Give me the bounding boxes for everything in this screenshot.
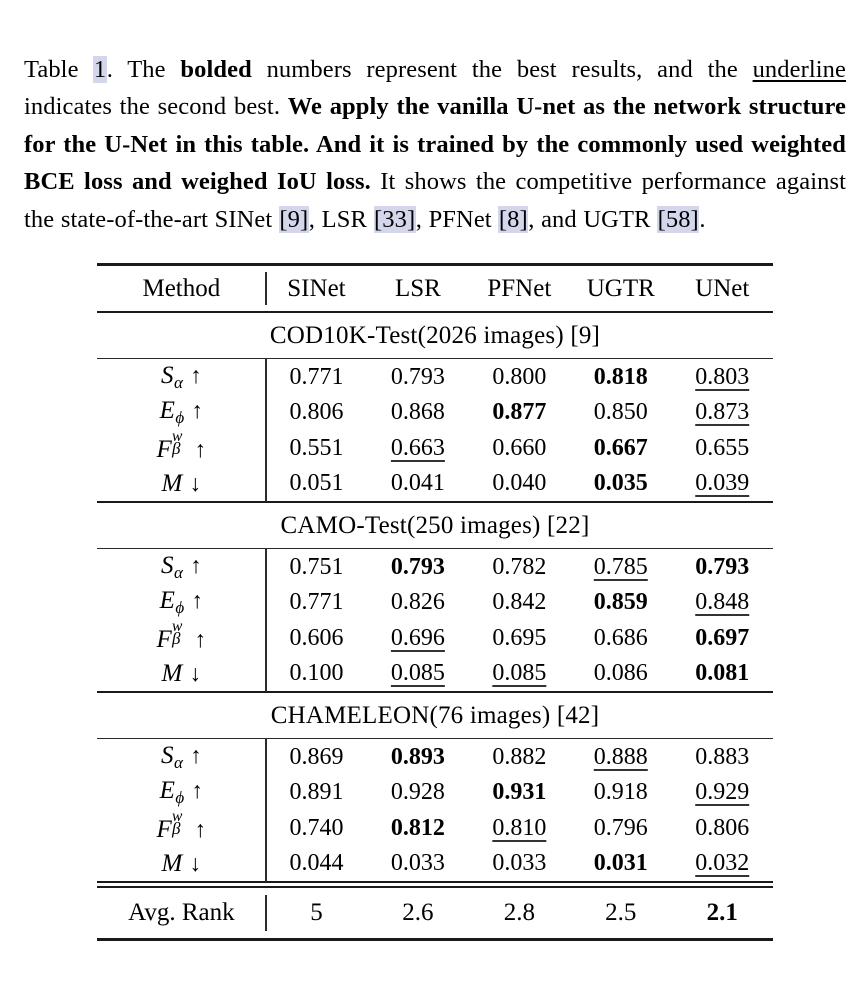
cell-lsr [367,395,468,431]
metric-label-S-alpha-up: $S_\alpha$ ↑ [160,361,202,392]
metric-label-S-alpha-up: $S_\alpha$ ↑ [160,741,202,772]
cell-value: 0.100 [289,660,344,687]
metric-label-E-phi-up: $E_\phi$ ↑ [159,587,204,618]
cell-value: 0.606 [289,624,344,651]
cell-value: 0.891 [289,779,344,806]
cell-value: 0.818 [593,363,648,390]
section-title: CAMO-Test(250 images) [22] [280,511,590,539]
cell-lsr [367,585,468,621]
caption-period: . [106,55,128,83]
metric-label-E-phi-up: $E_\phi$ ↑ [159,777,204,808]
cell-value: 0.035 [593,470,648,497]
cell-value: 0.040 [492,470,547,497]
table-bottom-rule [97,940,773,942]
header-col-lsr: LSR [394,274,441,302]
cell-value: 0.893 [390,743,445,770]
table-row [97,585,773,621]
section-title: COD10K-Test(2026 images) [9] [269,321,601,349]
cell-sinet [266,430,367,466]
caption-seg2: numbers represent the best results, and the [251,55,753,83]
header-col-ugtr: UGTR [586,274,655,302]
cell-value: 0.696 [390,624,445,651]
cell-unet [671,846,773,883]
cell-value: 0.695 [492,624,547,651]
cell-value: 0.032 [695,850,750,877]
citation-ugtr[interactable]: [58] [657,205,699,233]
row-metric-cell [97,395,266,431]
cell-ugtr [570,775,671,811]
cell-pfnet [469,549,570,585]
cell-pfnet [469,359,570,395]
cell-value: 0.551 [289,434,344,461]
cell-value: 0.771 [289,363,344,390]
table-row [97,466,773,503]
cell-value: 2.1 [706,899,738,927]
cell-unet [671,549,773,585]
caption-seg1-pre: The [127,55,181,83]
cell-unet [671,585,773,621]
cell-value: 0.740 [289,814,344,841]
cell-lsr [367,810,468,846]
metric-label-M-down: M ↓ [161,469,202,497]
cell-value: 0.793 [390,363,445,390]
section-title: CHAMELEON(76 images) [42] [270,701,600,729]
caption-seg10: . [699,205,706,233]
cell-value: 0.810 [492,814,547,841]
cell-value: 0.812 [390,814,445,841]
table-row [97,549,773,585]
avg-rank-label: Avg. Rank [97,887,266,940]
cell-sinet [266,656,367,693]
cell-ugtr [570,810,671,846]
cell-avg-pfnet [469,887,570,940]
avg-rank-row [97,887,773,940]
cell-pfnet [469,810,570,846]
cell-lsr [367,430,468,466]
citation-pfnet[interactable]: [8] [498,205,528,233]
cell-ugtr [570,656,671,693]
cell-value: 0.882 [492,743,547,770]
table-row [97,846,773,883]
cell-sinet [266,466,367,503]
cell-sinet [266,585,367,621]
cell-value: 0.793 [390,553,445,580]
cell-value: 0.660 [492,434,547,461]
cell-sinet [266,846,367,883]
cell-value: 2.6 [402,899,434,927]
rule-line [97,940,773,942]
row-metric-cell [97,585,266,621]
cell-unet [671,620,773,656]
cell-value: 0.771 [289,589,344,616]
cell-value: 0.031 [593,850,648,877]
table-header-row [97,266,773,312]
cell-value: 0.848 [695,589,750,616]
cell-ugtr [570,430,671,466]
cell-ugtr [570,846,671,883]
cell-value: 0.796 [593,814,648,841]
cell-sinet [266,549,367,585]
cell-value: 0.888 [593,743,648,770]
cell-pfnet [469,739,570,775]
caption-seg6: It shows the competitive performance against the state-of-the-art SINet [24,168,846,233]
cell-lsr [367,549,468,585]
cell-sinet [266,395,367,431]
cell-lsr [367,775,468,811]
table-row [97,359,773,395]
cell-avg-lsr [367,887,468,940]
cell-value: 0.081 [695,660,750,687]
cell-lsr [367,656,468,693]
cell-value: 0.655 [695,434,750,461]
metric-label-M-down: M ↓ [161,849,202,877]
cell-value: 0.850 [593,399,648,426]
section-title-row [97,313,773,359]
row-metric-cell [97,656,266,693]
metric-label-F-beta-w-up: F w β ↑ [156,807,207,844]
cell-value: 0.806 [289,399,344,426]
row-metric-cell [97,807,266,846]
results-table-wrapper [97,263,773,941]
cell-value: 0.859 [593,589,648,616]
row-metric-cell [97,466,266,503]
cell-pfnet [469,775,570,811]
results-table-body [97,265,773,942]
metric-label-S-alpha-up: $S_\alpha$ ↑ [160,551,202,582]
table-row [97,395,773,431]
cell-unet [671,466,773,503]
cell-value: 0.085 [390,660,445,687]
row-metric-cell [97,427,266,466]
citation-lsr[interactable]: [33] [374,205,416,233]
cell-lsr [367,620,468,656]
cell-value: 0.785 [593,553,648,580]
cell-value: 0.877 [492,399,547,426]
caption-seg9: , and UGTR [528,205,658,233]
cell-value: 0.697 [695,624,750,651]
cell-value: 0.868 [390,399,445,426]
cell-ugtr [570,395,671,431]
cell-avg-ugtr [570,887,671,940]
cell-value: 0.826 [390,589,445,616]
table-row [97,739,773,775]
cell-value: 0.085 [492,660,547,687]
cell-pfnet [469,466,570,503]
cell-value: 0.051 [289,470,344,497]
cell-value: 0.686 [593,624,648,651]
cell-sinet [266,620,367,656]
cell-unet [671,656,773,693]
cell-value: 0.883 [695,743,750,770]
table-row [97,430,773,466]
cell-value: 0.751 [289,553,344,580]
caption-bolded-word: bolded [180,55,252,83]
cell-avg-unet [671,887,773,940]
cell-lsr [367,466,468,503]
results-table [97,263,773,941]
cell-value: 5 [310,899,323,927]
row-metric-cell [97,549,266,585]
cell-sinet [266,775,367,811]
table-number[interactable]: 1 [93,55,107,83]
cell-value: 0.663 [390,434,445,461]
cell-pfnet [469,846,570,883]
caption-seg7: , LSR [308,205,374,233]
cell-value: 0.842 [492,589,547,616]
cell-pfnet [469,656,570,693]
cell-value: 0.806 [695,814,750,841]
cell-value: 0.803 [695,363,750,390]
section-title-row [97,693,773,739]
cell-value: 2.8 [503,899,535,927]
cell-sinet [266,739,367,775]
cell-avg-sinet [266,887,367,940]
cell-value: 0.929 [695,779,750,806]
caption-bold-statement: We apply the vanilla U-net as the network structure for the U-Net in this table. And it is trained by the commonly used weighted BCE loss and weighed IoU loss. [24,93,846,196]
cell-value: 0.918 [593,779,648,806]
cell-value: 0.033 [492,850,547,877]
cell-value: 0.869 [289,743,344,770]
cell-ugtr [570,359,671,395]
cell-value: 0.039 [695,470,750,497]
cell-value: 0.086 [593,660,648,687]
section-title-row [97,503,773,549]
table-row [97,810,773,846]
row-metric-cell [97,617,266,656]
cell-pfnet [469,430,570,466]
cell-value: 0.782 [492,553,547,580]
row-metric-cell [97,739,266,775]
cell-pfnet [469,620,570,656]
cell-value: 0.793 [695,553,750,580]
table-row [97,620,773,656]
cell-unet [671,359,773,395]
cell-value: 0.800 [492,363,547,390]
citation-sinet[interactable]: [9] [279,205,309,233]
metric-label-F-beta-w-up: F w β ↑ [156,617,207,654]
caption-seg8: , PFNet [415,205,499,233]
cell-value: 0.928 [390,779,445,806]
cell-ugtr [570,466,671,503]
header-col-sinet: SINet [287,274,346,302]
metric-label-M-down: M ↓ [161,659,202,687]
cell-lsr [367,359,468,395]
header-method: Method [97,266,266,312]
caption-underline-word: underline [752,55,846,83]
header-col-unet: UNet [695,274,750,302]
cell-unet [671,739,773,775]
row-metric-cell [97,775,266,811]
header-col-pfnet: PFNet [487,274,552,302]
cell-lsr [367,739,468,775]
cell-value: 0.667 [593,434,648,461]
cell-lsr [367,846,468,883]
metric-label-F-beta-w-up: F w β ↑ [156,427,207,464]
cell-unet [671,810,773,846]
metric-label-E-phi-up: $E_\phi$ ↑ [159,397,204,428]
cell-value: 0.044 [289,850,344,877]
row-metric-cell [97,846,266,883]
table-caption [24,51,846,239]
table-row [97,775,773,811]
cell-unet [671,395,773,431]
cell-pfnet [469,585,570,621]
cell-value: 0.041 [390,470,445,497]
cell-unet [671,775,773,811]
cell-ugtr [570,585,671,621]
cell-value: 0.033 [390,850,445,877]
cell-ugtr [570,739,671,775]
caption-seg4: indicates the second best. [24,93,288,121]
cell-ugtr [570,620,671,656]
caption-label: Table [24,55,79,83]
cell-sinet [266,359,367,395]
row-metric-cell [97,359,266,395]
cell-value: 0.931 [492,779,547,806]
cell-sinet [266,810,367,846]
cell-unet [671,430,773,466]
table-row [97,656,773,693]
cell-value: 2.5 [605,899,637,927]
cell-pfnet [469,395,570,431]
cell-ugtr [570,549,671,585]
cell-value: 0.873 [695,399,750,426]
